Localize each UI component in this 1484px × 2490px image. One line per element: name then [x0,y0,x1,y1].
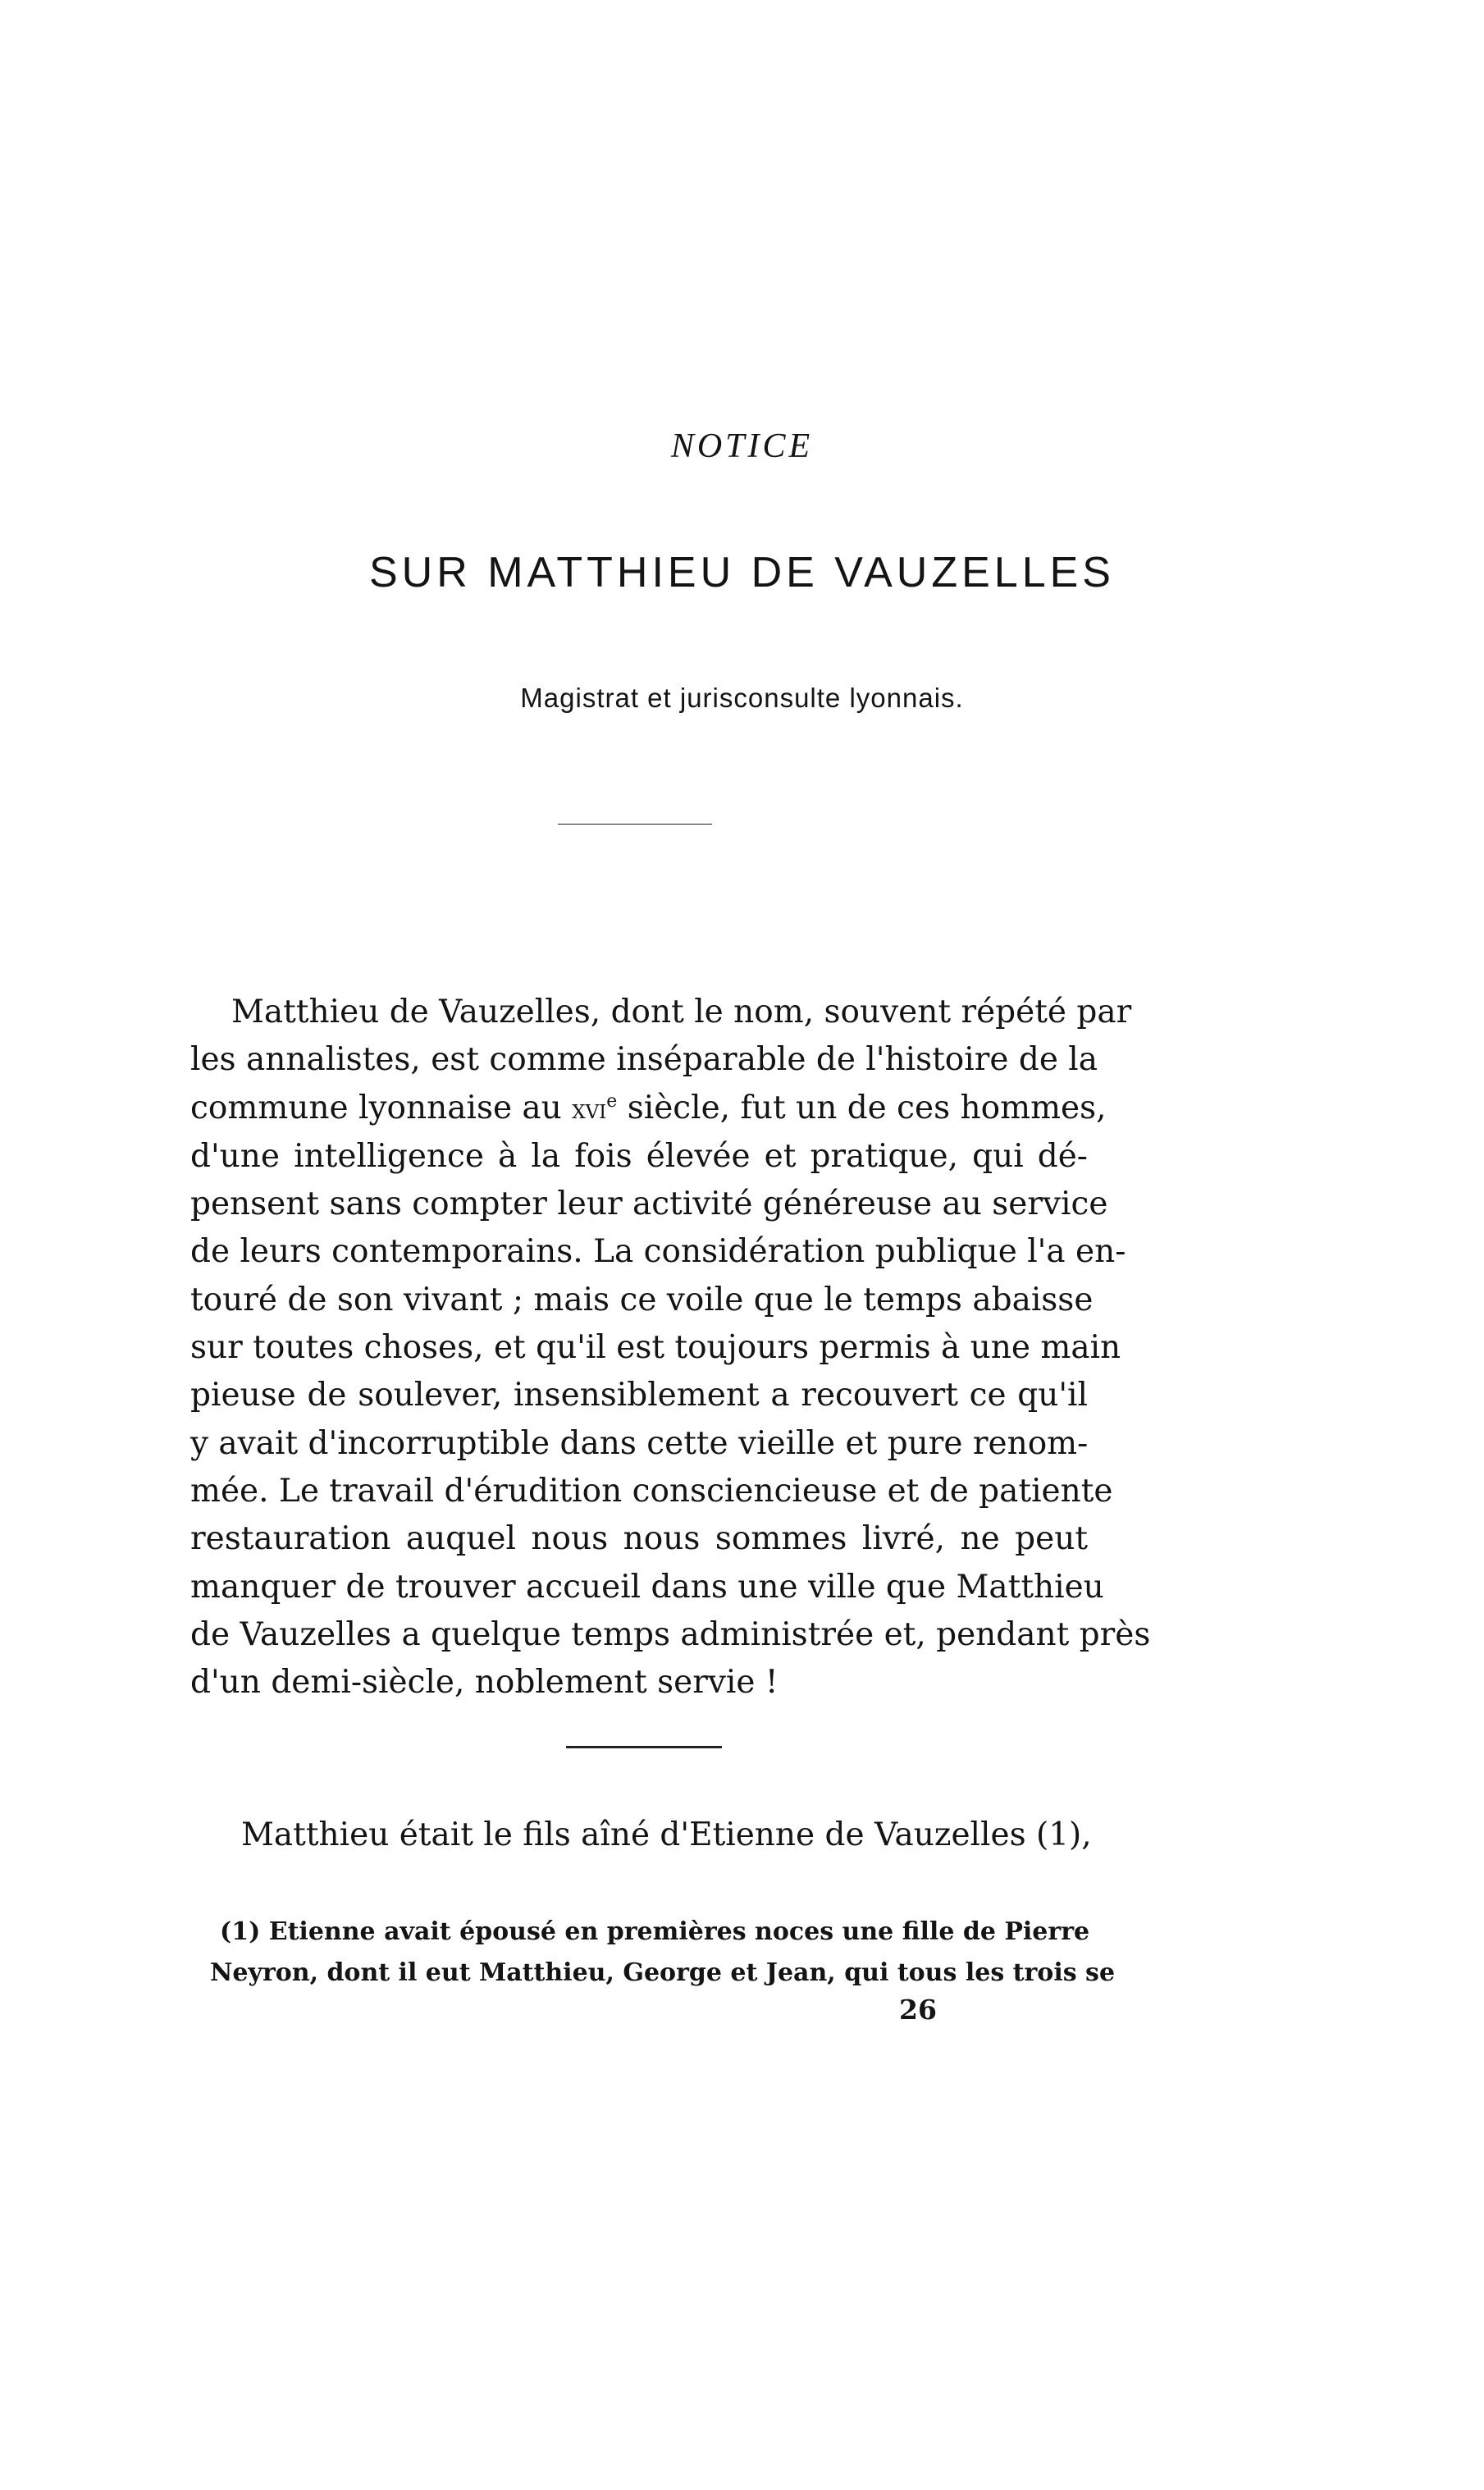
text-line: pieuse de soulever, insensiblement a recouvert ce qu'il [190,1377,1088,1414]
text-fragment: commune lyonnaise au [190,1089,573,1126]
notice-heading: NOTICE [670,427,814,465]
text-line: Matthieu était le fils aîné d'Etienne de Vauzelles (1), [241,1816,1092,1853]
section-divider [558,824,712,825]
text-line: manquer de trouver accueil dans une ville que Matthieu [190,1568,1104,1606]
text-line: mée. Le travail d'érudition consciencieuse et de patiente [190,1472,1113,1510]
footnote [210,1912,1116,1994]
section-divider [566,1746,722,1748]
page-number: 26 [899,1994,937,2026]
text-line: de Vauzelles a quelque temps administrée et, pendant près [190,1615,1151,1653]
century-exponent: e [606,1090,618,1112]
text-line: sur toutes choses, et qu'il est toujours permis à une main [190,1329,1121,1367]
footnote-line: (1) Etienne avait épousé en premières noces une fille de Pierre [220,1917,1090,1946]
text-fragment: siècle, fut un de ces hommes, [617,1089,1107,1126]
text-line: d'une intelligence à la fois élevée et pratique, qui dé- [190,1137,1088,1175]
footnote-line: Neyron, dont il eut Matthieu, George et Jean, qui tous les trois se [210,1958,1116,1987]
text-line: de leurs contemporains. La considération publique l'a en- [190,1233,1126,1271]
century-numeral: xvi [572,1092,607,1125]
text-line [190,1085,1107,1133]
text-line: touré de son vivant ; mais ce voile que le temps abaisse [190,1281,1094,1318]
paragraph-second [190,1812,1092,1859]
paragraph-intro [190,989,1151,1706]
text-line: les annalistes, est comme inséparable de l'histoire de la [190,1041,1098,1079]
subtitle: Magistrat et jurisconsulte lyonnais. [520,683,964,713]
page-title: SUR MATTHIEU DE VAUZELLES [369,549,1115,596]
text-line: d'un demi-siècle, noblement servie ! [190,1664,779,1702]
text-line: Matthieu de Vauzelles, dont le nom, souvent répété par [231,994,1132,1030]
text-line: restauration auquel nous nous sommes livré, ne peut [190,1520,1088,1558]
text-line: y avait d'incorruptible dans cette vieille et pure renom- [190,1424,1089,1462]
text-line: pensent sans compter leur activité généreuse au service [190,1186,1108,1223]
